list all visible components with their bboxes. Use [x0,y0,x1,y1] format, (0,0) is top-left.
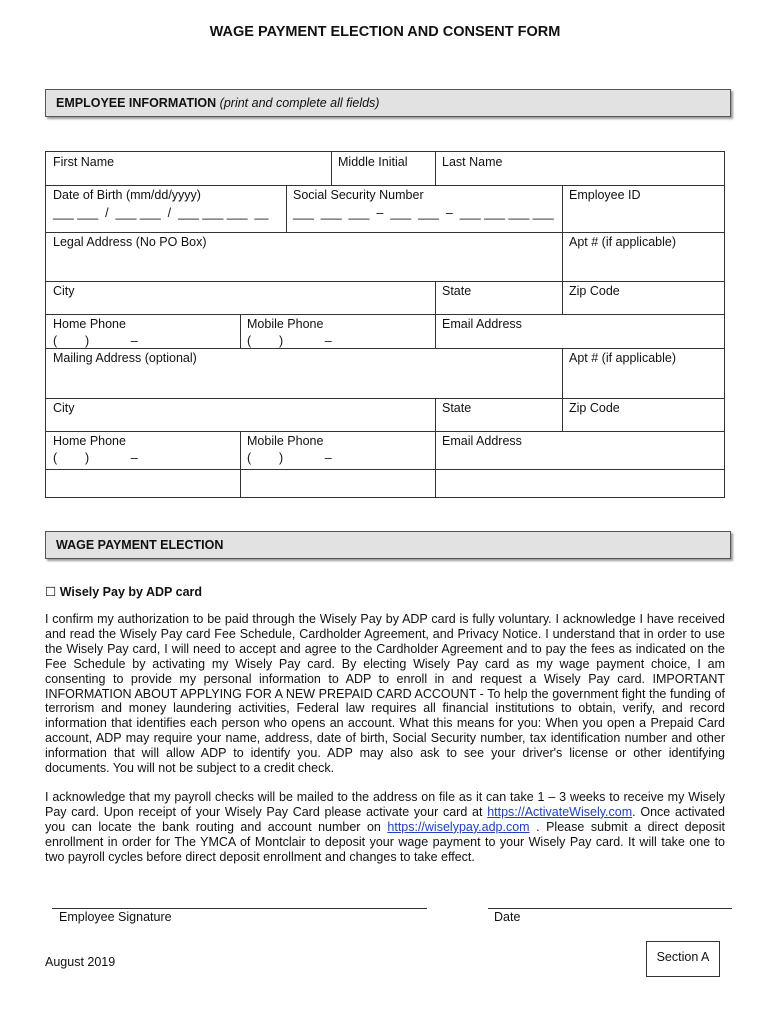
mobile-phone2-blank[interactable]: ( ) – [247,451,332,465]
signature-line[interactable] [52,908,427,909]
dob-field[interactable]: Date of Birth (mm/dd/yyyy) [53,188,201,202]
employee-signature-label: Employee Signature [59,910,172,924]
home-phone2-field[interactable]: Home Phone [53,434,126,448]
wage-payment-heading: WAGE PAYMENT ELECTION [56,538,224,552]
apt-field[interactable]: Apt # (if applicable) [569,235,677,249]
mobile-phone-blank[interactable]: ( ) – [247,334,332,348]
zip2-field[interactable]: Zip Code [569,401,620,415]
ack-text-2: . Once activated you can locate the bank routing and account number on [45,804,726,834]
ack-text-3: . Please submit a direct deposit enrollment in order for The YMCA of Montclair to deposit your wage payment to your Wisely Pay card. It will take one to two payroll cycles before direct deposit enrollment and changes to take effect. [45,819,725,864]
employee-info-table [45,151,725,498]
ssn-field[interactable]: Social Security Number [293,188,424,202]
authorization-paragraph: I confirm my authorization to be paid through the Wisely Pay by ADP card is fully voluntary. I acknowledge I have received and read the Wisely Pay card Fee Schedule, Cardholder Agreement, and Privacy Notice. I understand that in order to use the Wisely Pay card, I will need to accept and agree to the Cardholder Agreement and to pay the fees as indicated on the Fee Schedule by activating my Wisely Pay card. By electing Wisely Pay card as my wage payment choice, I am consenting to provide my personal information to ADP to enroll in and request a Wisely Pay card. IMPORTANT INFORMATION ABOUT APPLYING FOR A NEW PREPAID CARD ACCOUNT - To help the government fight the funding of terrorism and money laundering activities, Federal law requires all financial institutions to obtain, verify, and record information that identifies each person who opens an account. What this means for you: When you open a Prepaid Card account, ADP may require your name, address, date of birth, Social Security number, tax identification number and other information that will allow ADP to identify you. ADP may also ask to see your driver's license or other identifying documents. You will not be subject to a credit check. [45,612,725,776]
ssn-blank[interactable]: ___ ___ ___ – ___ ___ – ___ ___ ___ ___ [293,206,554,220]
ack-text-1: I acknowledge that my payroll checks will be mailed to the address on file as it can take 1 – 3 weeks to receive my Wisely Pay card. Upon receipt of your Wisely Pay Card please activate your card at [45,790,725,819]
dob-blank[interactable]: ___ ___ / ___ ___ / ___ ___ ___ __ [53,206,269,220]
footer-date: August 2019 [45,955,116,969]
date-label: Date [494,910,521,924]
email2-field[interactable]: Email Address [442,434,522,448]
apt2-field[interactable]: Apt # (if applicable) [569,351,677,365]
mobile-phone2-field[interactable]: Mobile Phone [247,434,324,448]
checkbox-icon[interactable]: ☐ [45,585,57,599]
middle-initial-field[interactable]: Middle Initial [338,155,408,169]
employee-info-instruction: (print and complete all fields) [219,96,380,110]
mailing-address-field[interactable]: Mailing Address (optional) [53,351,197,365]
form-title: WAGE PAYMENT ELECTION AND CONSENT FORM [209,24,561,40]
section-label-box: Section A [646,941,720,977]
city2-field[interactable]: City [53,401,75,415]
wiselypay-link[interactable]: https://wiselypay.adp.com [387,819,530,834]
state2-field[interactable]: State [442,401,472,415]
activate-wisely-link[interactable]: https://ActivateWisely.com [487,804,633,819]
city-field[interactable]: City [53,284,75,298]
state-field[interactable]: State [442,284,472,298]
employee-info-heading: EMPLOYEE INFORMATION [56,96,217,110]
first-name-field[interactable]: First Name [53,155,115,169]
zip-field[interactable]: Zip Code [569,284,620,298]
employee-info-banner [45,89,731,117]
wage-payment-banner [45,531,731,559]
date-line[interactable] [488,908,732,909]
last-name-field[interactable]: Last Name [442,155,503,169]
email-field[interactable]: Email Address [442,317,522,331]
wisely-pay-option[interactable] [45,584,202,599]
home-phone-field[interactable]: Home Phone [53,317,126,331]
legal-address-field[interactable]: Legal Address (No PO Box) [53,235,207,249]
home-phone2-blank[interactable]: ( ) – [53,451,138,465]
mobile-phone-field[interactable]: Mobile Phone [247,317,324,331]
home-phone-blank[interactable]: ( ) – [53,334,138,348]
wisely-pay-option-label: Wisely Pay by ADP card [59,585,203,599]
employee-id-field[interactable]: Employee ID [569,188,641,202]
acknowledgement-paragraph [45,790,725,865]
